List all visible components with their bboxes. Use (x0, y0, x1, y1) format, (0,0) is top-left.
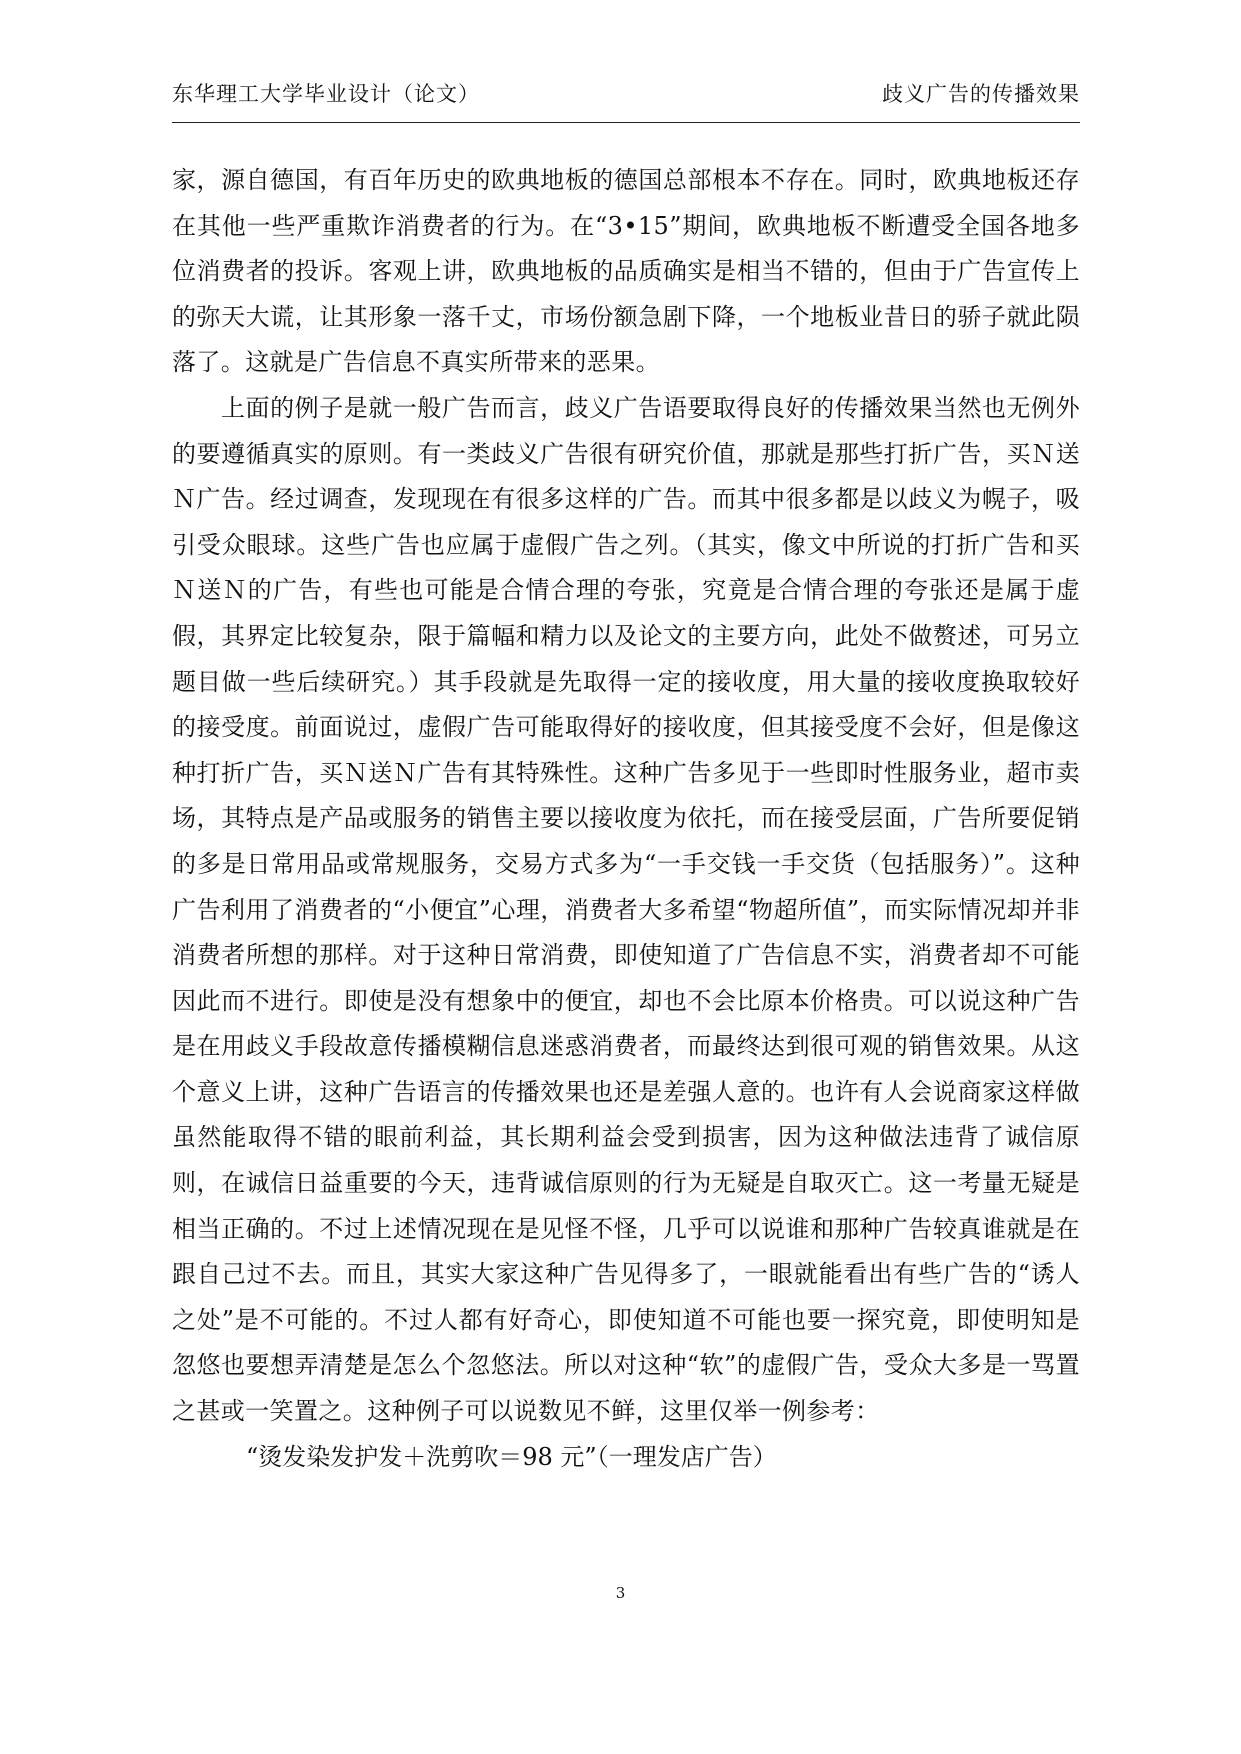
header-thesis-title: 歧义广告的传播效果 (882, 82, 1080, 106)
page-number: 3 (615, 1584, 626, 1602)
ad-example-quote: “烫发染发护发＋洗剪吹＝98 元”（一理发店广告） (246, 1442, 777, 1471)
page-body (172, 158, 1080, 1480)
paragraph-continued: 家，源自德国，有百年历史的欧典地板的德国总部根本不存在。同时，欧典地板还存在其他一些严重欺诈消费者的行为。在“3•15”期间，欧典地板不断遭受全国各地多位消费者的投诉。客观上讲，欧典地板的品质确实是相当不错的，但由于广告宣传上的弥天大谎，让其形象一落千丈，市场份额急剧下降，一个地板业昔日的骄子就此陨落了。这就是广告信息不真实所带来的恶果。 (172, 166, 1080, 377)
header-school-title: 东华理工大学毕业设计（论文） (172, 82, 480, 106)
paragraph-main: 上面的例子是就一般广告而言，歧义广告语要取得良好的传播效果当然也无例外的要遵循真实的原则。有一类歧义广告很有研究价值，那就是那些打折广告，买Ｎ送Ｎ广告。经过调查，发现现在有很多这样的广告。而其中很多都是以歧义为幌子，吸引受众眼球。这些广告也应属于虚假广告之列。（其实，像文中所说的打折广告和买Ｎ送Ｎ的广告，有些也可能是合情合理的夸张，究竟是合情合理的夸张还是属于虚假，其界定比较复杂，限于篇幅和精力以及论文的主要方向，此处不做赘述，可另立题目做一些后续研究。）其手段就是先取得一定的接收度，用大量的接收度换取较好的接受度。前面说过，虚假广告可能取得好的接收度，但其接受度不会好，但是像这种打折广告，买Ｎ送Ｎ广告有其特殊性。这种广告多见于一些即时性服务业，超市卖场，其特点是产品或服务的销售主要以接收度为依托，而在接受层面，广告所要促销的多是日常用品或常规服务，交易方式多为“一手交钱一手交货（包括服务）”。这种广告利用了消费者的“小便宜”心理，消费者大多希望“物超所值”，而实际情况却并非消费者所想的那样。对于这种日常消费，即使知道了广告信息不实，消费者却不可能因此而不进行。即使是没有想象中的便宜，却也不会比原本价格贵。可以说这种广告是在用歧义手段故意传播模糊信息迷惑消费者，而最终达到很可观的销售效果。从这个意义上讲，这种广告语言的传播效果也还是差强人意的。也许有人会说商家这样做虽然能取得不错的眼前利益，其长期利益会受到损害，因为这种做法违背了诚信原则，在诚信日益重要的今天，违背诚信原则的行为无疑是自取灭亡。这一考量无疑是相当正确的。不过上述情况现在是见怪不怪，几乎可以说谁和那种广告较真谁就是在跟自己过不去。而且，其实大家这种广告见得多了，一眼就能看出有些广告的“诱人之处”是不可能的。不过人都有好奇心，即使知道不可能也要一探究竟，即使明知是忽悠也要想弄清楚是怎么个忽悠法。所以对这种“软”的虚假广告，受众大多是一骂置之甚或一笑置之。这种例子可以说数见不鲜，这里仅举一例参考： (172, 393, 1080, 1426)
page-header (172, 72, 1080, 123)
